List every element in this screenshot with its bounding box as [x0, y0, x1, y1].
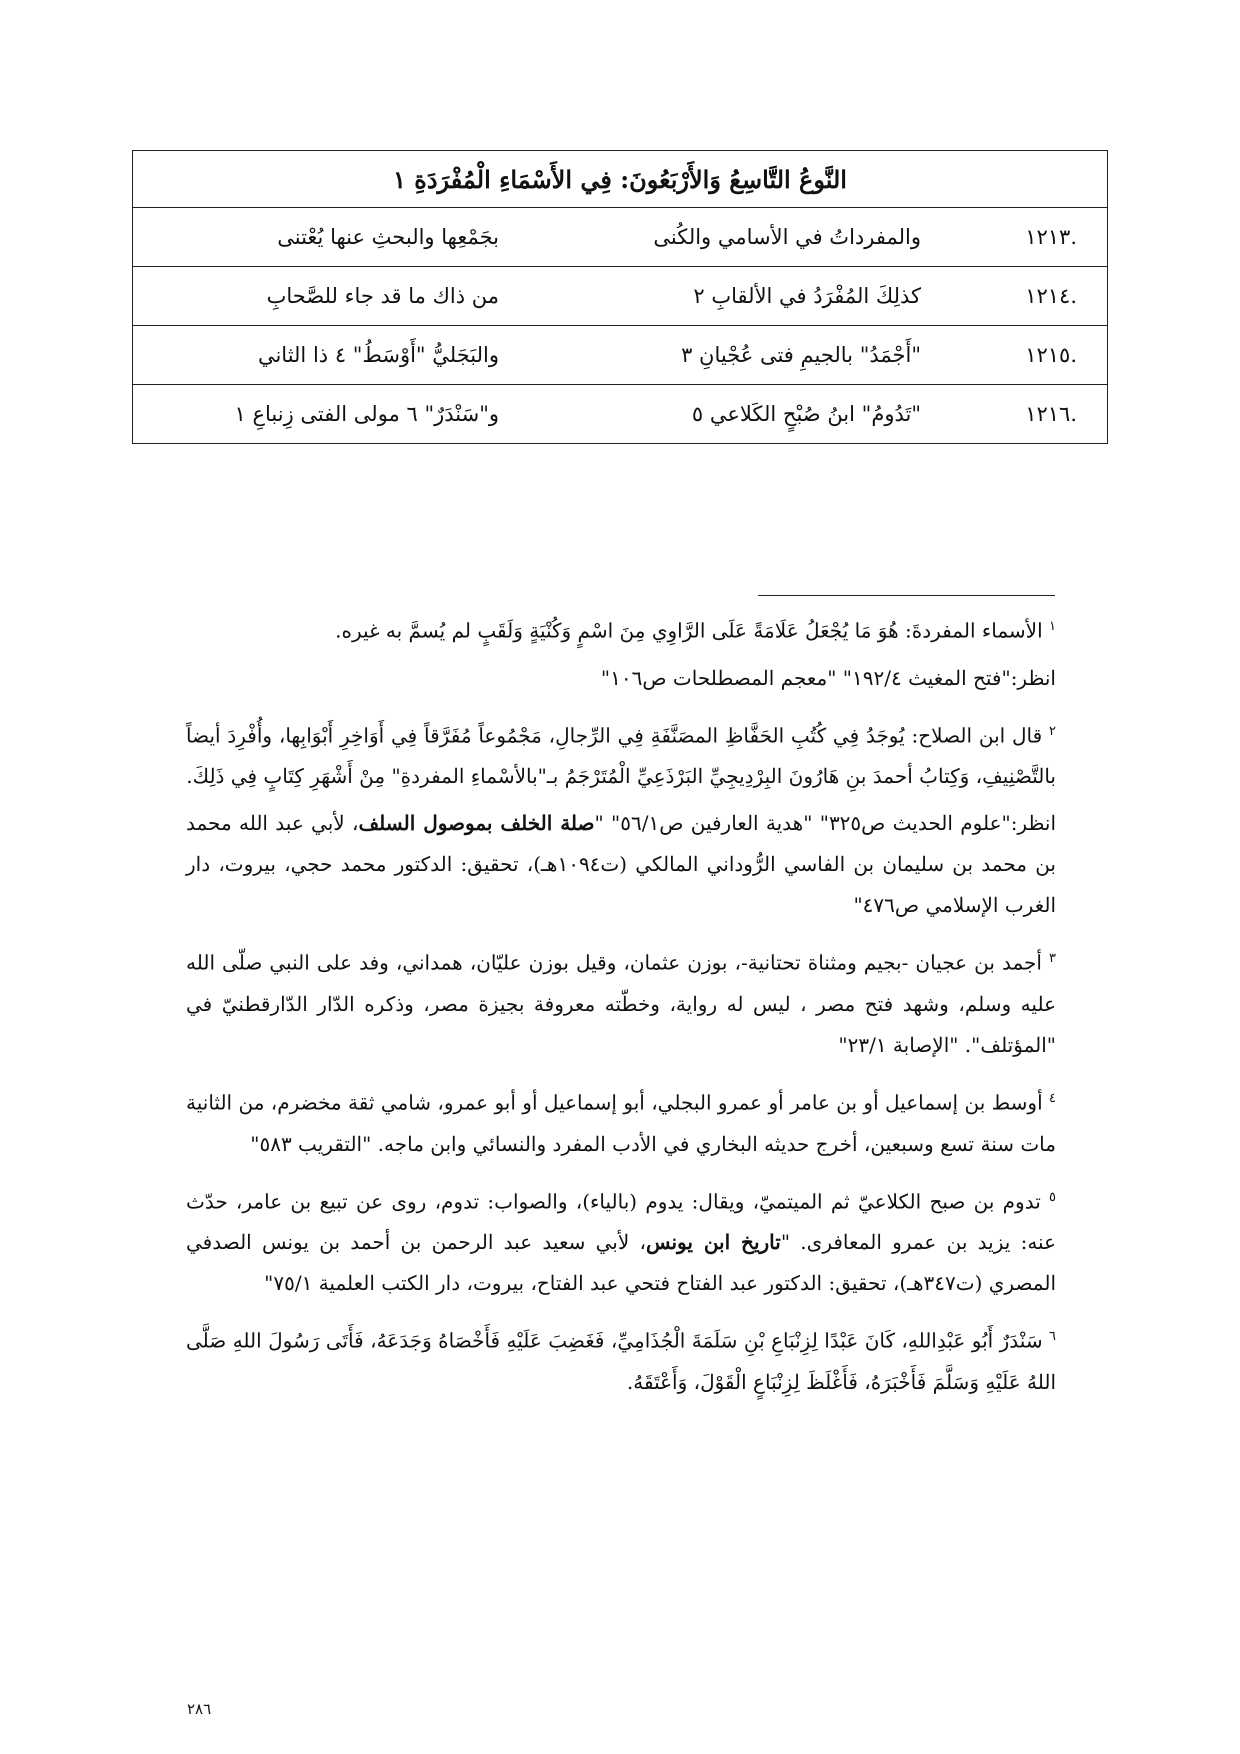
second-hemistich: بجَمْعِها والبحثِ عنها يُعْتنى	[277, 225, 499, 249]
book-title: صلة الخلف بموصول السلف	[358, 811, 595, 836]
table-row	[133, 267, 1108, 326]
footnote-1-reference: انظر:"فتح المغيث ١٩٢/٤" "معجم المصطلحات ص١٠٦"	[600, 665, 1056, 690]
footnote-4	[186, 1078, 1056, 1165]
verse-number: .١٢١٦	[1025, 402, 1077, 426]
first-hemistich: "أَجْمَدُ" بالجيمِ فتى عُجْيانِ ٣	[681, 343, 921, 367]
footnote-2-reference	[186, 803, 1056, 926]
reference-text: انظر:"علوم الحديث ص٣٢٥" "هدية العارفين ص٥٦/١" "	[594, 811, 1056, 836]
footnote-5	[186, 1177, 1056, 1305]
second-hemistich: و"سَنْدَرٌ" ٦ مولى الفتى زِنباعِ ١	[234, 402, 499, 426]
book-title: تاريخ ابن يونس	[645, 1230, 781, 1255]
table-row	[133, 385, 1108, 444]
poem-table	[132, 150, 1108, 444]
footnote-text: سَنْدَرٌ أَبُو عَبْدِاللهِ، كَانَ عَبْدًا لِزِنْبَاعِ بْنِ سَلَمَةَ الْجُذَامِيِّ، فَغَضِبَ عَلَيْهِ فَأَخْصَاهُ وَجَدَعَهُ، فَأَتَى رَسُولَ اللهِ صَلَّى اللهُ عَلَيْهِ وَسَلَّمَ فَأَخْبَرَهُ، فَأَغْلَظَ لِزِنْبَاعٍ الْقَوْلَ، وَأَعْتَقَهُ.	[186, 1328, 1056, 1394]
footnote-3	[186, 938, 1056, 1066]
footnote-text: ، لأبي سعيد عبد الرحمن بن أحمد بن يونس الصدفي المصري (ت٣٤٧هـ)، تحقيق: الدكتور عبد الفتاح فتحي عبد الفتاح، بيروت، دار الكتب العلمية ٧٥/١"	[186, 1230, 1056, 1296]
footnote-mark: ٦	[1049, 1329, 1057, 1345]
first-hemistich: كذلِكَ المُفْرَدُ في الألقابِ ٢	[693, 284, 921, 308]
footnotes	[186, 606, 1056, 1415]
footnote-separator	[758, 595, 1055, 596]
first-hemistich: والمفرداتُ في الأسامي والكُنى	[653, 225, 921, 249]
footnote-2	[186, 711, 1056, 798]
footnote-text: الأسماء المفردةَ: هُوَ مَا يُجْعَلُ عَلَامَةً عَلَى الرَّاوِي مِنَ اسْمٍ وَكُنْيَةٍ وَلَقَبٍ لم يُسمَّ به غيره.	[335, 618, 1043, 643]
footnote-text: قال ابن الصلاح: يُوجَدُ فِي كُتُبِ الحَفَّاظِ المصَنَّفَةِ فِي الرِّجالِ، مَجْمُوعاً مُفَرَّقاً فِي أَوَاخِرِ أَبْوَابِها، وأُفْرِدَ أيضاً بالتَّصْنِيفِ، وَكِتابُ أحمدَ بنِ هَارُونَ البِرْدِيجِيِّ البَرْذَعِيِّ الْمُتَرْجَمُ بـ"بالأسْماءِ المفردةِ" مِنْ أَشْهَرِ كِتَابٍ فِي ذَلِكَ.	[186, 723, 1056, 789]
footnote-1	[186, 606, 1056, 652]
table-title-row	[133, 151, 1108, 208]
footnote-text: أجمد بن عجيان -بجيم ومثناة تحتانية-، بوزن عثمان، وقيل بوزن عليّان، همداني، وفد على النبي صلّى الله عليه وسلم، وشهد فتح مصر ، ليس له رواية، وخطّته معروفة بجيزة مصر، وذكره الدّار الدّارقطنيّ في "المؤتلف". "الإصابة ٢٣/١"	[186, 950, 1056, 1057]
footnote-6	[186, 1316, 1056, 1403]
second-hemistich: من ذاك ما قد جاء للصَّحابِ	[266, 284, 499, 308]
second-hemistich: والبَجَليُّ "أَوْسَطُ" ٤ ذا الثاني	[257, 343, 499, 367]
reference-text: ، لأبي عبد الله محمد بن محمد بن سليمان بن الفاسي الرُّوداني المالكي (ت١٠٩٤هـ)، تحقيق: الدكتور محمد حجي، بيروت، دار الغرب الإسلامي ص٤٧٦"	[186, 811, 1056, 918]
footnote-mark: ٢	[1049, 723, 1057, 739]
verse-number: .١٢١٣	[1025, 225, 1077, 249]
table-row	[133, 326, 1108, 385]
footnote-mark: ٤	[1049, 1090, 1057, 1106]
verse-number: .١٢١٥	[1025, 343, 1077, 367]
footnote-mark: ٣	[1049, 951, 1057, 967]
verse-number: .١٢١٤	[1025, 284, 1077, 308]
footnote-mark: ٥	[1049, 1189, 1056, 1205]
footnote-mark: ١	[1049, 619, 1056, 634]
page-number: ٢٨٦	[187, 1700, 212, 1718]
footnote-text: تدوم بن صبح الكلاعيّ ثم الميتميّ، ويقال: يدوم (بالياء)، والصواب: تدوم، روى عن تبيع بن عامر، حدّث عنه: يزيد بن عمرو المعافرى. "	[186, 1189, 1057, 1255]
chapter-title: النَّوعُ التَّاسِعُ وَالأَرْبَعُونَ: فِي الأَسْمَاءِ الْمُفْرَدَةِ ١	[133, 151, 1108, 208]
first-hemistich: "تَدُومُ" ابنُ صُبْحٍ الكَلاعي ٥	[691, 402, 921, 426]
table-row	[133, 208, 1108, 267]
footnote-text: أوسط بن إسماعيل أو بن عامر أو عمرو البجلي، أبو إسماعيل أو أبو عمرو، شامي ثقة مخضرم، من الثانية مات سنة تسع وسبعين، أخرج حديثه البخاري في الأدب المفرد والنسائي وابن ماجه. "التقريب ٥٨٣"	[186, 1090, 1056, 1156]
